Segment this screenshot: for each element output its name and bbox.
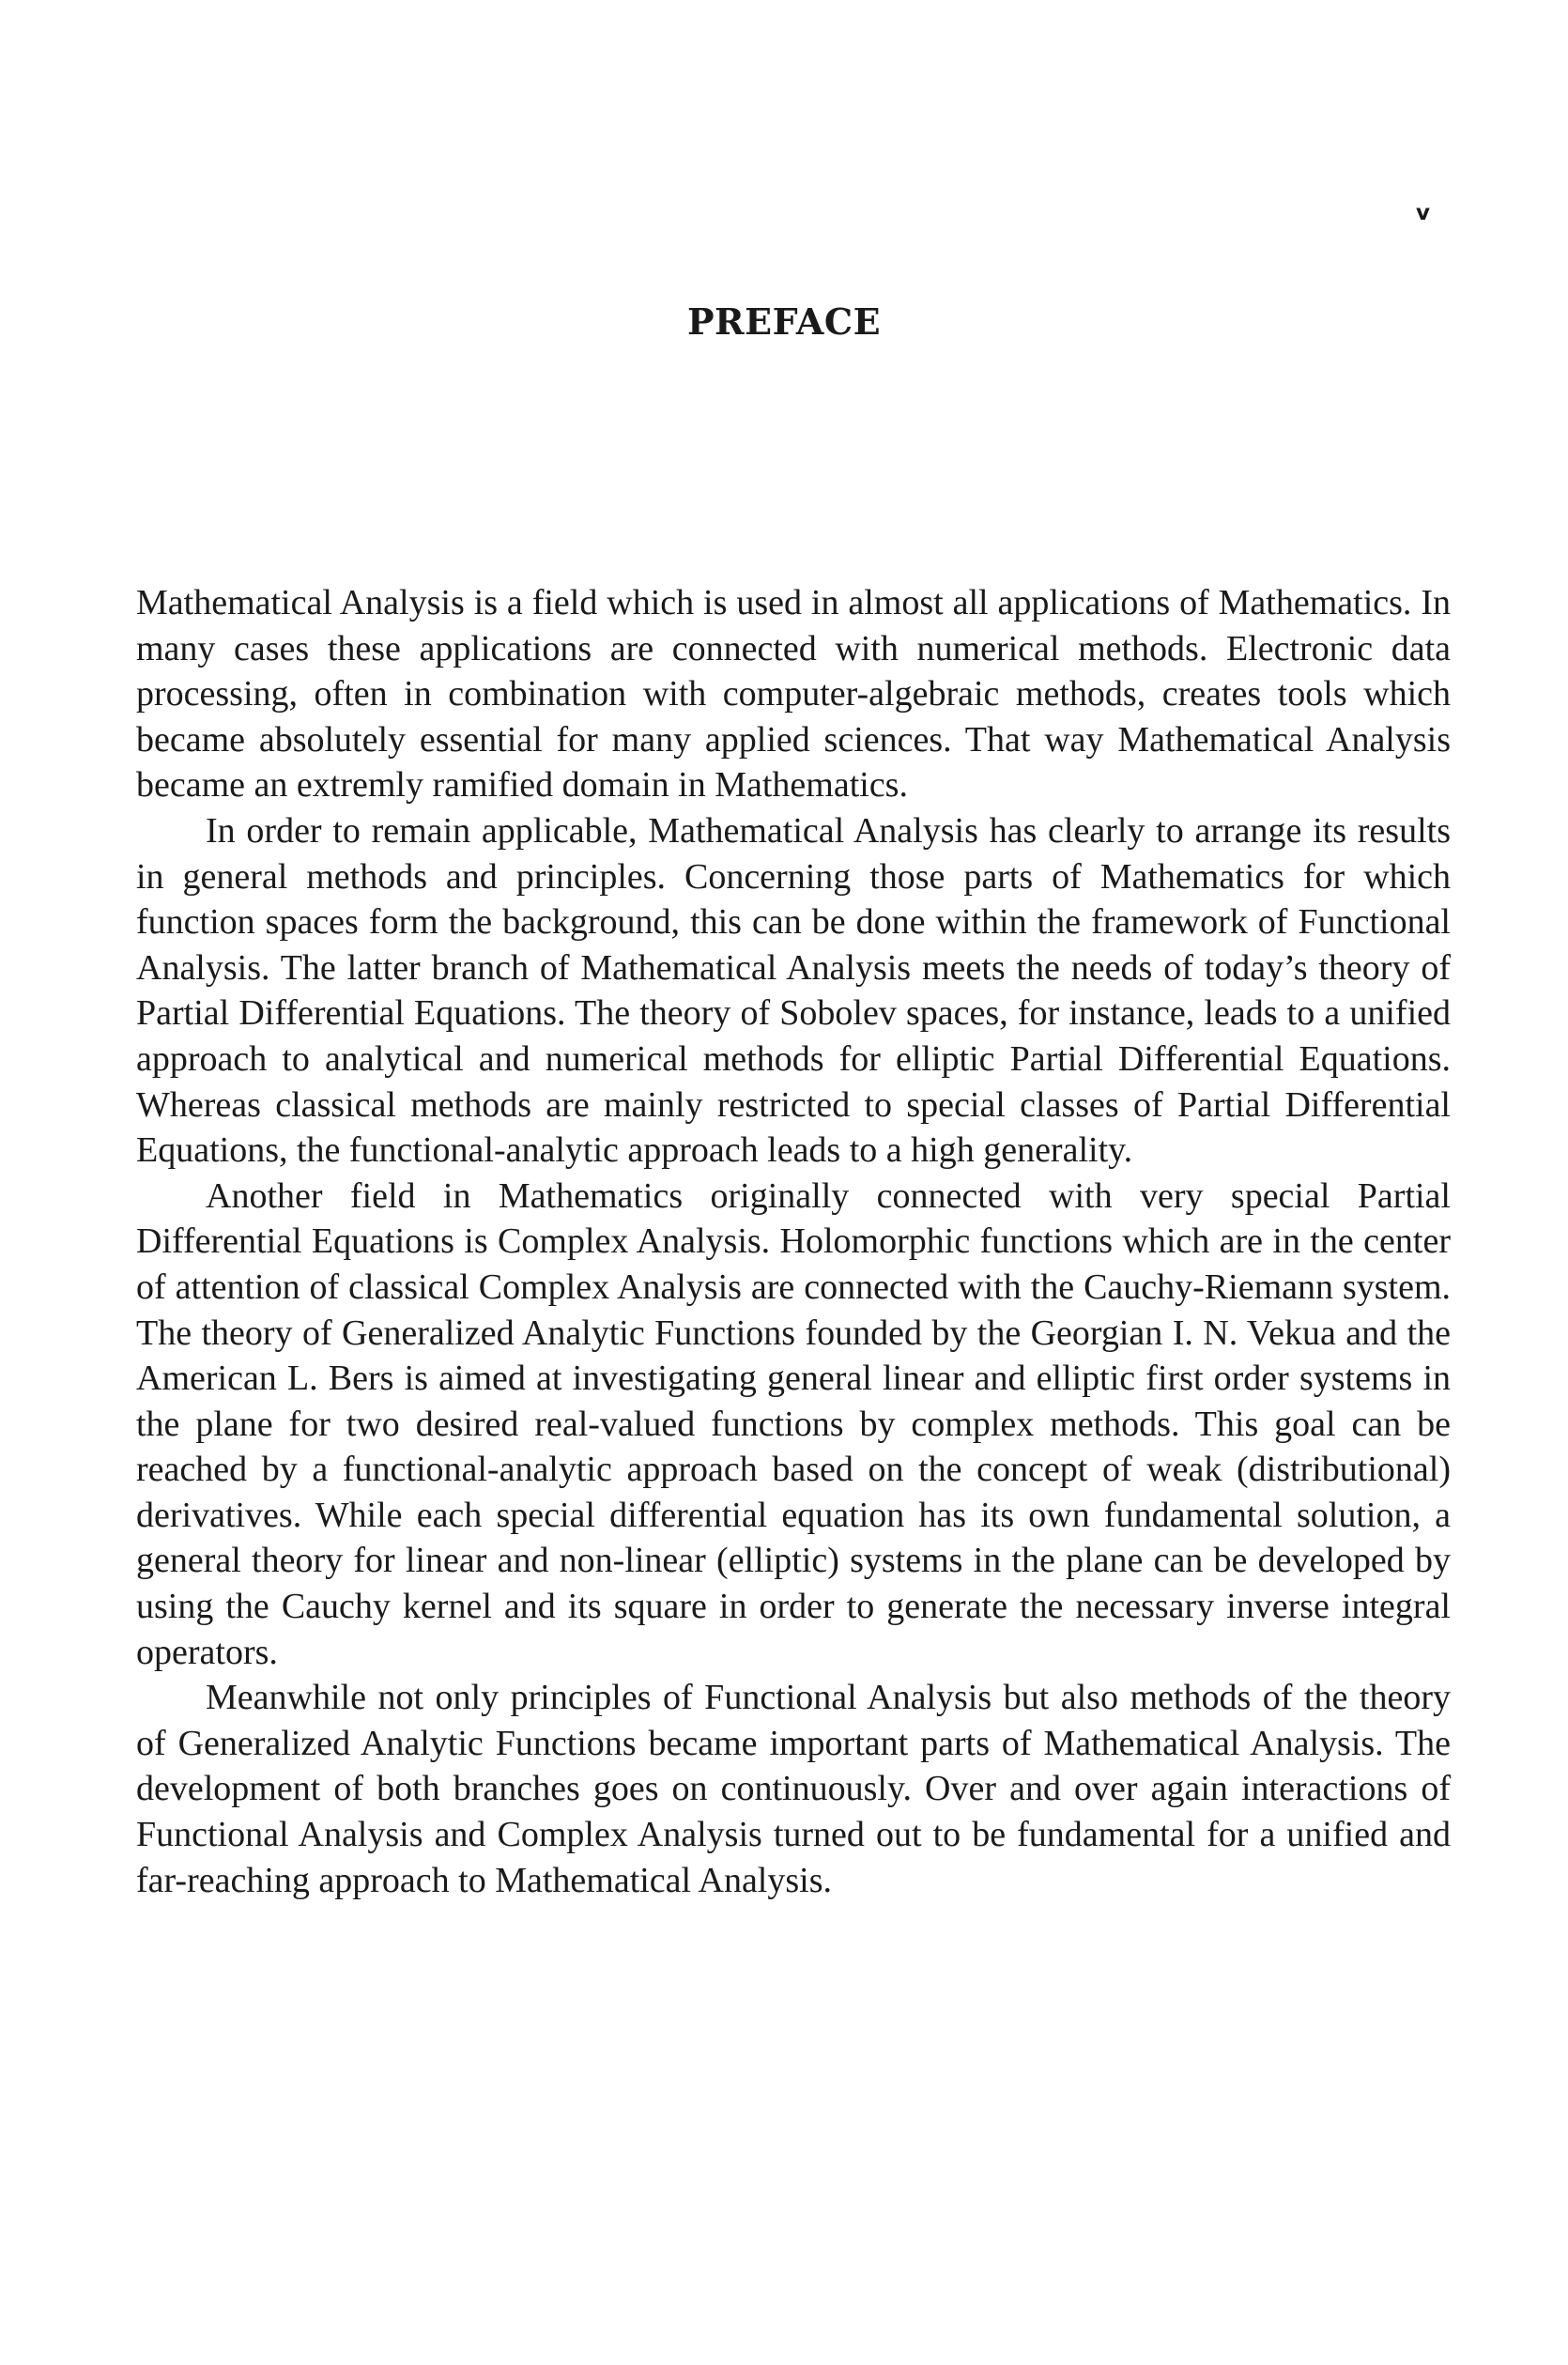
paragraph: In order to remain applicable, Mathematical Analysis has clearly to arrange its results in general methods and principles. Concerning those parts of Mathematics for which function spaces form the background, this can be done within the framework of Functional Analysis. The latter branch of Mathematical Analysis meets the needs of today’s theory of Partial Differential Equations. The theory of Sobolev spaces, for instance, leads to a unified approach to analytical and numerical methods for elliptic Partial Differential Equations. Whereas classical methods are mainly restricted to special classes of Partial Differential Equations, the functional-analytic approach leads to a high generality.: [136, 810, 1451, 1171]
page-title: PREFACE: [686, 300, 882, 343]
paragraph: Another field in Mathematics originally connected with very special Partial Differential Equations is Complex Analysis. Holomorphic functions which are in the center of attention of classical Complex Analysis are connected with the Cauchy-Riemann system. The theory of Generalized Analytic Functions founded by the Georgian I. N. Vekua and the American L. Bers is aimed at investigating general linear and elliptic first order systems in the plane for two desired real-valued functions by complex methods. This goal can be reached by a functional-analytic approach based on the concept of weak (distributional) derivatives. While each special differential equation has its own fundamental solution, a general theory for linear and non-linear (elliptic) systems in the plane can be developed by using the Cauchy kernel and its square in order to generate the necessary inverse integral operators.: [136, 1175, 1451, 1672]
page-number: v: [1416, 201, 1430, 225]
paragraph: Mathematical Analysis is a field which is used in almost all applications of Mathematics. In many cases these applications are connected with numerical methods. Electronic data processing, often in combination with computer-algebraic methods, creates tools which became absolutely essential for many applied sciences. That way Mathematical Analysis became an extremly ramified domain in Mathematics.: [136, 583, 1451, 806]
paragraph: Meanwhile not only principles of Functional Analysis but also methods of the theory of Generalized Analytic Functions became important parts of Mathematical Analysis. The development of both branches goes on continuously. Over and over again interactions of Functional Analysis and Complex Analysis turned out to be fundamental for a unified and far-reaching approach to Mathematical Analysis.: [136, 1678, 1451, 1900]
preface-body: [136, 580, 1451, 1903]
